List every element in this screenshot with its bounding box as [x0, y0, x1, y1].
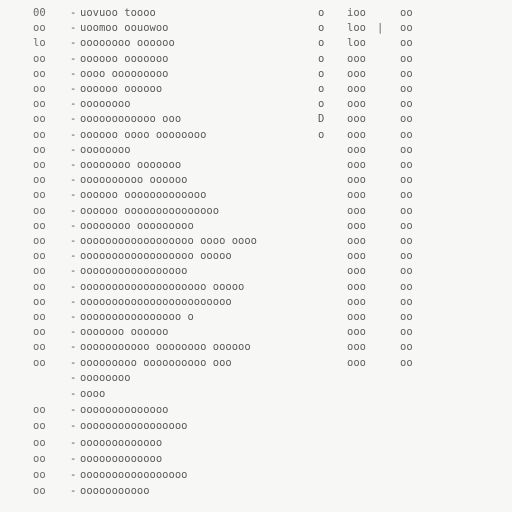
table-row — [0, 143, 512, 158]
row-id: oo — [33, 235, 46, 247]
table-row — [0, 310, 512, 325]
row-id: oo — [33, 204, 46, 217]
row-dash: - — [70, 22, 77, 35]
row-text: ooooooooooooooooo — [80, 420, 188, 433]
row-dash: - — [70, 37, 77, 50]
row-ref: oo — [400, 37, 413, 50]
row-dash: - — [70, 204, 77, 217]
row-code: ooo — [347, 356, 366, 369]
row-dash: - — [70, 311, 77, 323]
row-text: ooooooo oooooo — [80, 326, 169, 339]
row-id: oo — [33, 295, 46, 308]
row-id: oo — [33, 420, 46, 433]
row-code: loo — [347, 37, 366, 50]
row-code: ooo — [347, 204, 366, 217]
row-code: ooo — [347, 341, 366, 354]
row-code: ooo — [347, 219, 366, 232]
row-code: ooo — [347, 67, 366, 80]
row-text: oooooo oooo oooooooo — [80, 128, 207, 141]
table-row — [0, 356, 512, 371]
row-text: oooooooo — [80, 98, 131, 111]
row-text: oooooooooooooooo o — [80, 311, 194, 323]
row-id: oo — [33, 326, 46, 339]
row-text: oooooooooooooooooo oooo oooo — [80, 235, 258, 247]
row-text: oooooo ooooooo — [80, 52, 169, 65]
row-dash: - — [70, 356, 77, 369]
row-text: oooooo ooooooooooooo — [80, 189, 207, 202]
row-id: oo — [33, 485, 46, 498]
table-row — [0, 340, 512, 355]
row-code: ooo — [347, 52, 366, 65]
row-text: oooooooo ooooooooo — [80, 219, 194, 232]
row-flag: D — [318, 113, 325, 126]
row-code: ooo — [347, 280, 366, 293]
row-text: oooooooooooooooooooooooo — [80, 295, 232, 308]
table-row — [0, 387, 512, 402]
row-code: ooo — [347, 113, 366, 126]
row-code: ooo — [347, 311, 366, 323]
row-ref: oo — [400, 22, 413, 35]
row-dash: - — [70, 341, 77, 354]
row-dash: - — [70, 113, 77, 126]
row-text: oooooooooooooo — [80, 404, 169, 417]
row-text: ooooooooooooo — [80, 452, 163, 465]
row-id: oo — [33, 159, 46, 171]
table-row — [0, 21, 512, 36]
row-code: ooo — [347, 159, 366, 171]
row-ref: oo — [400, 7, 413, 19]
row-ref: oo — [400, 295, 413, 308]
row-dash: - — [70, 388, 77, 400]
row-dash: - — [70, 83, 77, 95]
row-dash: - — [70, 326, 77, 339]
row-text: oooooooo — [80, 371, 131, 384]
row-dash: - — [70, 295, 77, 308]
row-ref: oo — [400, 128, 413, 141]
row-ref: oo — [400, 341, 413, 354]
row-ref: oo — [400, 311, 413, 323]
row-code: ooo — [347, 326, 366, 339]
table-row — [0, 403, 512, 418]
table-row — [0, 82, 512, 97]
row-code: ooo — [347, 98, 366, 111]
row-code: ooo — [347, 250, 366, 263]
row-text: ooooooooooooooooo — [80, 469, 188, 481]
row-text: ooooooooooooo — [80, 436, 163, 449]
row-text: ooooooooooo — [80, 485, 150, 498]
table-row — [0, 173, 512, 188]
table-row — [0, 295, 512, 310]
row-ref: oo — [400, 52, 413, 65]
row-dash: - — [70, 7, 77, 19]
row-dash: - — [70, 371, 77, 384]
table-row — [0, 112, 512, 127]
row-flag: o — [318, 7, 325, 19]
row-ref: oo — [400, 98, 413, 111]
row-dash: - — [70, 67, 77, 80]
row-id: oo — [33, 404, 46, 417]
row-ref: oo — [400, 159, 413, 171]
row-dash: - — [70, 485, 77, 498]
row-dash: - — [70, 235, 77, 247]
row-flag: o — [318, 52, 325, 65]
row-text: oooo — [80, 388, 106, 400]
row-id: oo — [33, 189, 46, 202]
row-text: oooooooo oooooo — [80, 37, 175, 50]
row-id: oo — [33, 469, 46, 481]
row-ref: oo — [400, 265, 413, 278]
table-row — [0, 67, 512, 82]
table-row — [0, 204, 512, 219]
table-row — [0, 36, 512, 51]
row-dash: - — [70, 143, 77, 156]
row-id: oo — [33, 98, 46, 111]
row-code: ooo — [347, 295, 366, 308]
row-dash: - — [70, 128, 77, 141]
row-id: oo — [33, 219, 46, 232]
row-dash: - — [70, 174, 77, 187]
row-id: oo — [33, 452, 46, 465]
table-row — [0, 325, 512, 340]
row-code: ooo — [347, 83, 366, 95]
row-ref: oo — [400, 143, 413, 156]
row-dash: - — [70, 280, 77, 293]
row-id: oo — [33, 22, 46, 35]
row-id: oo — [33, 83, 46, 95]
row-id: oo — [33, 67, 46, 80]
row-ref: oo — [400, 326, 413, 339]
row-text: oooooo ooooooooooooooo — [80, 204, 220, 217]
row-ref: oo — [400, 67, 413, 80]
row-text: ooooooooooooooooo — [80, 265, 188, 278]
row-ref: oo — [400, 83, 413, 95]
row-text: ooooooooooo oooooooo oooooo — [80, 341, 251, 354]
row-id: oo — [33, 436, 46, 449]
row-id: oo — [33, 113, 46, 126]
row-mark: | — [377, 22, 384, 35]
row-ref: oo — [400, 189, 413, 202]
row-dash: - — [70, 250, 77, 263]
row-id: oo — [33, 174, 46, 187]
row-text: oooooooo — [80, 143, 131, 156]
row-flag: o — [318, 37, 325, 50]
table-row — [0, 188, 512, 203]
row-id: oo — [33, 311, 46, 323]
row-flag: o — [318, 128, 325, 141]
row-id: oo — [33, 280, 46, 293]
table-row — [0, 468, 512, 483]
row-id: oo — [33, 128, 46, 141]
row-dash: - — [70, 98, 77, 111]
row-ref: oo — [400, 235, 413, 247]
row-text: ooooooooo oooooooooo ooo — [80, 356, 232, 369]
row-ref: oo — [400, 204, 413, 217]
row-flag: o — [318, 22, 325, 35]
row-text: oooooooo ooooooo — [80, 159, 182, 171]
row-id: oo — [33, 356, 46, 369]
row-id: oo — [33, 250, 46, 263]
row-dash: - — [70, 52, 77, 65]
row-code: loo — [347, 22, 366, 35]
row-dash: - — [70, 219, 77, 232]
table-row — [0, 97, 512, 112]
row-dash: - — [70, 159, 77, 171]
table-row — [0, 52, 512, 67]
table-row — [0, 6, 512, 21]
row-dash: - — [70, 452, 77, 465]
row-code: ooo — [347, 174, 366, 187]
row-text: oooo ooooooooo — [80, 67, 169, 80]
row-ref: oo — [400, 250, 413, 263]
row-flag: o — [318, 83, 325, 95]
table-row — [0, 436, 512, 451]
row-dash: - — [70, 265, 77, 278]
row-text: oooooooooooooooooo ooooo — [80, 250, 232, 263]
row-code: ooo — [347, 128, 366, 141]
row-id: oo — [33, 143, 46, 156]
row-code: ooo — [347, 143, 366, 156]
table-row — [0, 264, 512, 279]
table-row — [0, 219, 512, 234]
row-text: uovuoo toooo — [80, 7, 156, 19]
row-ref: oo — [400, 356, 413, 369]
row-text: oooooo oooooo — [80, 83, 163, 95]
row-code: ooo — [347, 189, 366, 202]
row-flag: o — [318, 98, 325, 111]
table-row — [0, 158, 512, 173]
row-dash: - — [70, 420, 77, 433]
row-id: oo — [33, 52, 46, 65]
row-code: ioo — [347, 7, 366, 19]
row-ref: oo — [400, 280, 413, 293]
table-row — [0, 484, 512, 499]
table-row — [0, 128, 512, 143]
table-row — [0, 452, 512, 467]
row-id: 00 — [33, 7, 46, 19]
row-code: ooo — [347, 265, 366, 278]
row-id: oo — [33, 341, 46, 354]
row-dash: - — [70, 436, 77, 449]
row-text: uoomoo oouowoo — [80, 22, 169, 35]
row-dash: - — [70, 469, 77, 481]
row-id: lo — [33, 37, 46, 50]
row-text: oooooooooooooooooooo ooooo — [80, 280, 245, 293]
row-id: oo — [33, 265, 46, 278]
row-ref: oo — [400, 219, 413, 232]
row-ref: oo — [400, 174, 413, 187]
row-code: ooo — [347, 235, 366, 247]
row-text: oooooooooooo ooo — [80, 113, 182, 126]
table-row — [0, 249, 512, 264]
table-row — [0, 371, 512, 386]
table-row — [0, 234, 512, 249]
table-row — [0, 280, 512, 295]
row-flag: o — [318, 67, 325, 80]
row-dash: - — [70, 189, 77, 202]
row-text: oooooooooo oooooo — [80, 174, 188, 187]
table-row — [0, 419, 512, 434]
row-dash: - — [70, 404, 77, 417]
row-ref: oo — [400, 113, 413, 126]
